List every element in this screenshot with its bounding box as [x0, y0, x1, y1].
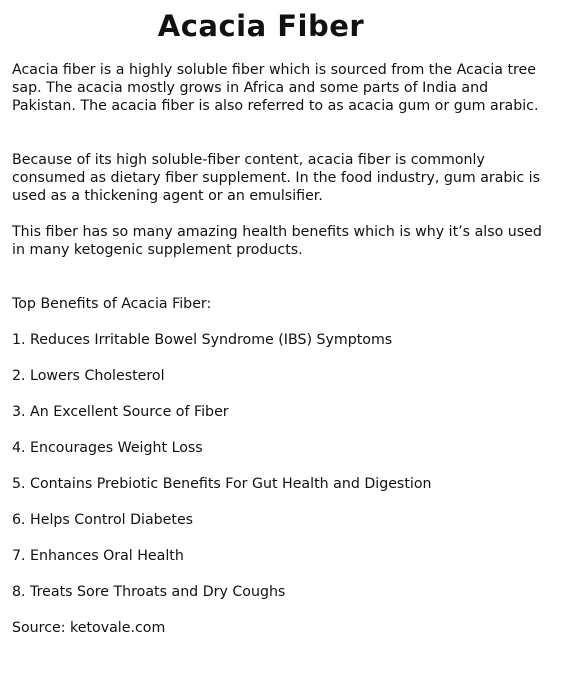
benefit-item: 1. Reduces Irritable Bowel Syndrome (IBS) Symptoms	[12, 332, 393, 348]
benefits-heading: Top Benefits of Acacia Fiber:	[12, 296, 212, 312]
benefit-item: 2. Lowers Cholesterol	[12, 368, 165, 384]
page-title: Acacia Fiber	[157, 9, 365, 43]
intro-paragraph: Acacia fiber is a highly soluble fiber which is sourced from the Acacia tree sap. The acacia mostly grows in Africa and some parts of India and Pakistan. The acacia fiber is also referred to as acacia gum or gum arabic.	[12, 62, 539, 114]
usage-paragraph: Because of its high soluble-fiber content, acacia fiber is commonly consumed as dietary fiber supplement. In the food industry, gum arabic is used as a thickening agent or an emulsifier.	[12, 152, 541, 204]
benefit-item: 6. Helps Control Diabetes	[12, 512, 194, 528]
benefit-item: 4. Encourages Weight Loss	[12, 440, 203, 456]
benefit-item: 3. An Excellent Source of Fiber	[12, 404, 229, 420]
benefit-item: 7. Enhances Oral Health	[12, 548, 184, 564]
benefit-item: 5. Contains Prebiotic Benefits For Gut Health and Digestion	[12, 476, 432, 492]
benefit-item: 8. Treats Sore Throats and Dry Coughs	[12, 584, 286, 600]
source-citation: Source: ketovale.com	[12, 620, 166, 636]
benefits-summary-paragraph: This fiber has so many amazing health benefits which is why it’s also used in many ketogenic supplement products.	[12, 224, 542, 258]
